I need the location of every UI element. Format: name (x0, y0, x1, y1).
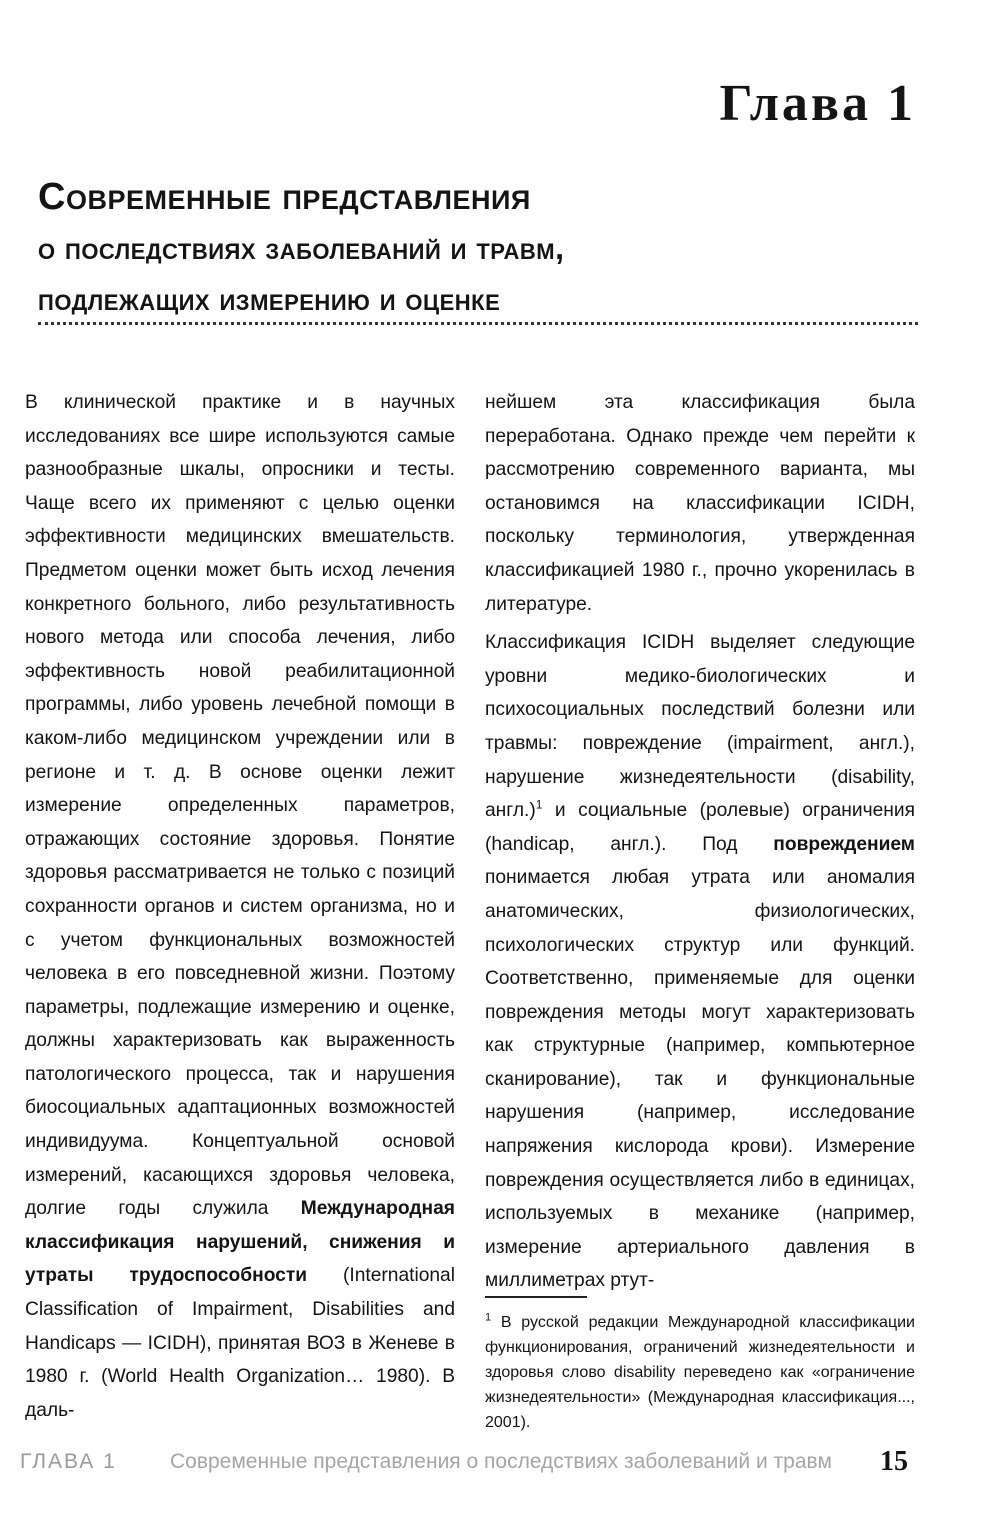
section-title (38, 172, 565, 325)
left-bold-term: Международная классификация нарушений, снижения и утраты трудоспособности (25, 1198, 455, 1287)
left-paragraph (25, 386, 455, 1427)
right-paragraph-1: нейшем эта классификация была переработана. Однако прежде чем перейти к рассмотрению современного варианта, мы остановимся на классификации ICIDH, поскольку терминология, утвержденная классификацией 1980 г., прочно укоренилась в литературе. (485, 392, 915, 615)
section-title-line-1: Современные представления (38, 176, 531, 218)
right-column (485, 386, 915, 1298)
running-chapter-label: ГЛАВА 1 (20, 1450, 117, 1473)
chapter-title: Глава 1 (719, 75, 916, 132)
dotted-divider (38, 322, 918, 325)
footnote (485, 1310, 915, 1435)
right-paragraph-2 (485, 626, 915, 1298)
right-text-1: Классификация ICIDH выделяет следующие уровни медико-биологических и психосоциальных последствий болезни или травмы: повреждение (impairment, англ.), нарушение жизнедеятельности (disability, англ.) (485, 632, 915, 822)
footnote-text: В русской редакции Международной классификации функционирования, ограничений жизнедеятельности и здоровья слово disability переведено как «ограничение жизнедеятельности» (Международная классификация..., 2001). (485, 1314, 915, 1431)
section-title-line-2: о последствиях заболеваний и травм, (38, 230, 565, 266)
right-bold-term: повреждением (773, 833, 915, 855)
section-title-line-3: подлежащих измерению и оценке (38, 281, 501, 317)
right-text-3: понимается любая утрата или аномалия анатомических, физиологических, психологических структур или функций. Соответственно, применяемые для оценки повреждения методы могут характеризовать как структурные (например, компьютерное сканирование), так и функциональные нарушения (например, исследование напряжения кислорода крови). Измерение повреждения осуществляется либо в единицах, используемых в механике (например, измерение артериального давления в миллиметрах ртут- (485, 867, 915, 1292)
page-number: 15 (880, 1446, 908, 1477)
footnote-ref[interactable]: 1 (535, 797, 543, 812)
footnote-marker: 1 (485, 1311, 492, 1324)
left-text-2: (International Classification of Impairment, Disabilities and Handicaps — ICIDH), принятая ВОЗ в Женеве в 1980 г. (World Health Organization… 1980). В даль- (25, 1265, 455, 1421)
footnote-divider (485, 1296, 587, 1298)
left-text-1: В клинической практике и в научных исследованиях все шире используются самые разнообразные шкалы, опросники и тесты. Чаще всего их применяют с целью оценки эффективности медицинских вмешательств. Предметом оценки может быть исход лечения конкретного больного, либо результативность нового метода или способа лечения, либо эффективность новой реабилитационной программы, либо уровень лечебной помощи в каком-либо медицинском учреждении или в регионе и т. д. В основе оценки лежит измерение определенных параметров, отражающих состояние здоровья. Понятие здоровья рассматривается не только с позиций сохранности органов и систем организма, но и с учетом функциональных возможностей человека в его повседневной жизни. Поэтому параметры, подлежащие измерению и оценке, должны характеризовать как выраженность патологического процесса, так и нарушения биосоциальных адаптационных возможностей индивидуума. Концептуальной основой измерений, касающихся здоровья человека, долгие годы служила (25, 392, 455, 1220)
page-footer (20, 1446, 920, 1486)
running-title: Современные представления о последствиях заболеваний и травм (170, 1450, 832, 1473)
left-column (25, 386, 455, 1427)
right-text-2: и социальные (ролевые) ограничения (handicap, англ.). Под (485, 800, 915, 855)
